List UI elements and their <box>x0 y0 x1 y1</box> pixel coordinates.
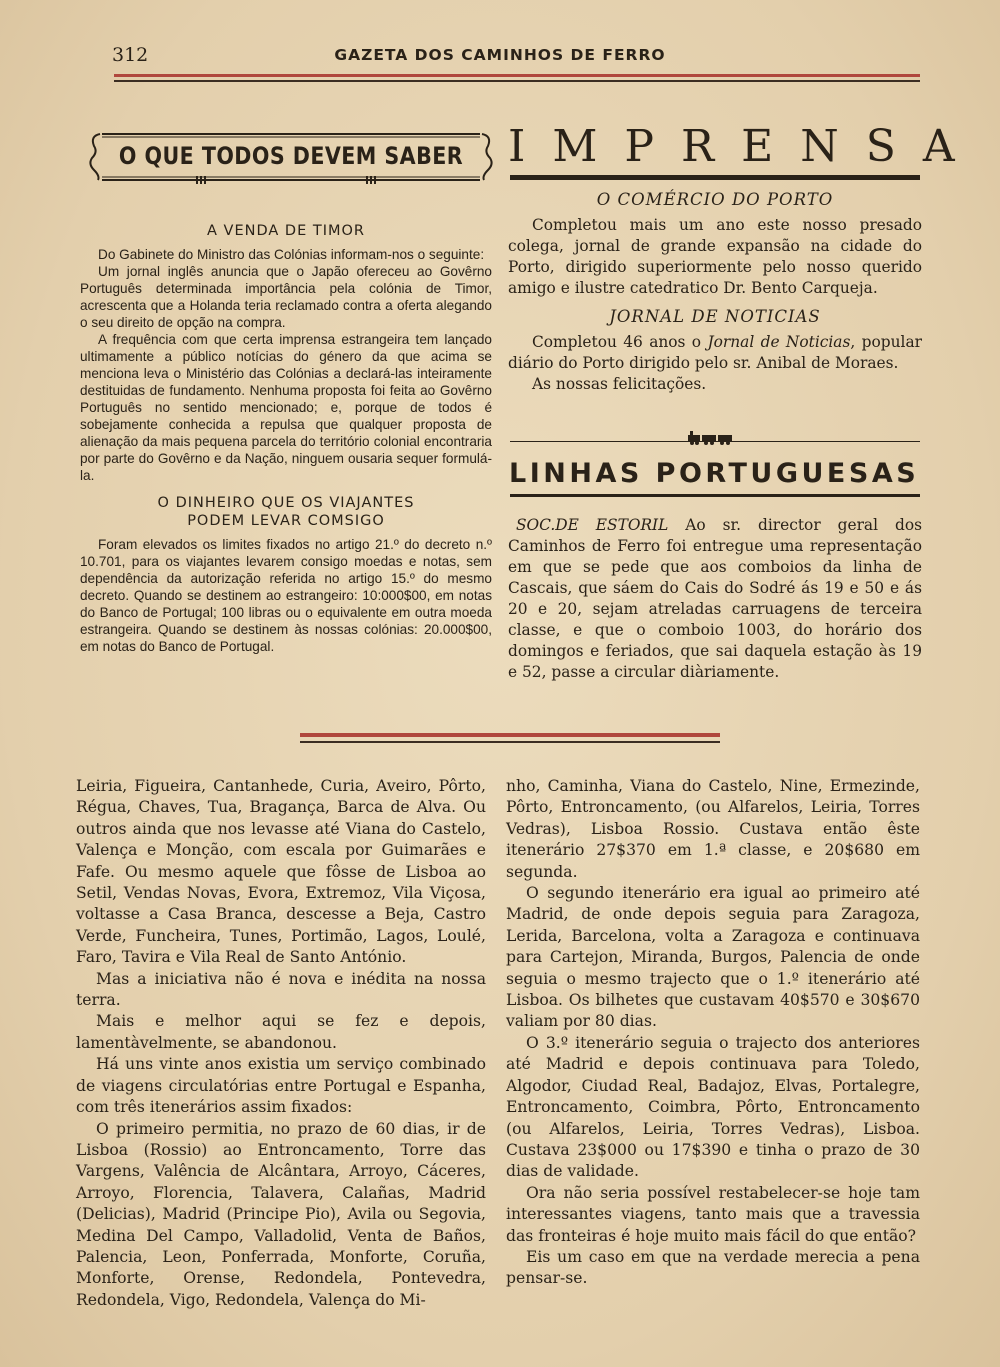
article-paragraph: Mais e melhor aqui se fez e depois, lamentàvelmente, se abandonou. <box>76 1012 486 1052</box>
comercio-paragraph: Completou mais um ano este nosso presado colega, jornal de grande expansão na cidade do Porto, dirigido superiormente pelo nosso querido amigo e ilustre catedratico Dr. Bento Carqueja. <box>508 216 922 297</box>
imprensa-rule <box>510 175 920 180</box>
article-paragraph: Há uns vinte anos existia um serviço combinado de viagens circulatórias entre Portugal e Espanha, com três itenerários assim fixados: <box>76 1055 486 1117</box>
timor-paragraph: Um jornal inglês anuncia que o Japão ofereceu ao Govêrno Português determinada importância pela colónia de Timor, acrescenta que a Holanda teria reclamado contra a oferta alegando o seu direito de opção na compra. <box>80 264 492 330</box>
header-dark-rule <box>114 80 920 82</box>
linhas-title: LINHAS PORTUGUESAS <box>509 458 920 489</box>
article-paragraph: Mas a iniciativa não é nova e inédita na nossa terra. <box>76 969 486 1010</box>
bottom-left-column <box>76 776 486 1311</box>
money-heading-line1: O DINHEIRO QUE OS VIAJANTES <box>157 495 415 511</box>
publication-title: GAZETA DOS CAMINHOS DE FERRO <box>334 46 666 64</box>
linhas-paragraph <box>508 515 922 683</box>
middle-red-rule <box>300 733 720 737</box>
imprensa-column <box>508 190 922 395</box>
jornal-name: Jornal de Noticias <box>707 333 851 351</box>
timor-heading: A VENDA DE TIMOR <box>207 223 365 239</box>
article-paragraph: Eis um caso em que na verdade merecia a pena pensar-se. <box>506 1247 920 1288</box>
imprensa-title: IMPRENSA <box>508 121 982 172</box>
soc-label: SOC.DE ESTORIL <box>516 516 669 534</box>
article-paragraph: O 3.º itenerário seguia o trajecto dos anteriores até Madrid e depois continuava para Toledo, Algodor, Ciudad Real, Badajoz, Elvas, Portalegre, Entroncamento, Coimbra, Pôrto, Entroncamento (ou Alfarelos, Leiria, Torres Vedras), Lisboa. Custava 23$000 ou 17$390 e tinha o prazo de 30 dias de validade. <box>506 1033 920 1181</box>
jornal-article <box>508 332 922 395</box>
jornal-heading: JORNAL DE NOTICIAS <box>609 307 821 326</box>
money-heading-line2: PODEM LEVAR COMSIGO <box>187 513 385 529</box>
timor-article <box>80 246 492 484</box>
left-top-column <box>80 222 492 655</box>
linhas-article <box>508 515 922 683</box>
timor-paragraph: A frequência com que certa imprensa estrangeira tem lançado ultimamente a público notícias do género da que acima se menciona leva o Ministério das Colónias a declará-las inteiramente destituidas de fundamento. Nenhuma proposta foi feita ao Govêrno Português no sentido mencionado; e, porque de todos é sobejamente conhecida a repulsa que qualquer proposta de alienação da mais pequena parcela do território colonial encontraria por parte do Govêrno e da Nação, ninguem ousaria sequer formulá-la. <box>80 332 492 483</box>
jornal-paragraph <box>508 332 922 374</box>
article-paragraph: Leiria, Figueira, Cantanhede, Curia, Aveiro, Pôrto, Régua, Chaves, Tua, Bragança, Barca de Alva. Ou outros ainda que nos levasse até Viana do Castelo, Valença e Monção, com escala por Guimarães e Fafe. Ou mesmo aquele que fôsse de Lisboa ao Setil, Vendas Novas, Evora, Extremoz, Vila Viçosa, voltasse a Casa Branca, descesse a Beja, Castro Verde, Funcheira, Tunes, Portimão, Lagos, Loulé, Faro, Tavira e Vila Real de Santo António. <box>76 777 486 967</box>
section-banner <box>86 122 496 192</box>
linhas-rule <box>510 494 920 497</box>
money-paragraph: Foram elevados os limites fixados no artigo 21.º do decreto n.º 10.701, para os viajantes levarem consigo moedas e notas, sem dependência da autorização referida no artigo 15.º do mesmo decreto. Quando se destinem ao estrangeiro: 10:000$00, em notas do Banco de Portugal; 100 libras ou o equivalente em outra moeda estrangeira. Quando se destinem às nossas colónias: 20.000$00, em notas do Banco de Portugal. <box>80 537 492 654</box>
article-paragraph: O segundo itenerário era igual ao primeiro até Madrid, de onde depois seguia para Zaragoza, Lerida, Barcelona, volta a Zaragoza e continuava para Cartejon, Miranda, Burgos, Palencia de onde seguia o mesmo trajecto que o 1.º itenerário até Lisboa. Os bilhetes que custavam 40$570 e 30$670 valiam por 80 dias. <box>506 884 920 1031</box>
jornal-text-after: , popular diário do Porto dirigido pelo sr. Anibal de Moraes. <box>508 333 922 372</box>
felicitacoes-paragraph: As nossas felicitações. <box>532 375 707 393</box>
page-number: 312 <box>112 44 149 66</box>
linhas-text: Ao sr. director geral dos Caminhos de Ferro foi entregue uma representação em que se pede que aos comboios da linha de Cascais, que sáem do Cais do Sodré ás 19 e 50 e ás 20 e 20, sejam atreladas carruagens de terceira classe, e que o comboio 1003, do horário dos domingos e feriados, que sai daquela estação às 19 e 52, passe a circular diàriamente. <box>508 516 922 681</box>
jornal-text-before: Completou 46 anos o <box>532 333 708 351</box>
comercio-article <box>508 215 922 299</box>
banner-title: O QUE TODOS DEVEM SABER <box>118 142 464 170</box>
money-article <box>80 536 492 655</box>
header-red-rule <box>114 74 920 77</box>
train-icon <box>686 430 734 446</box>
timor-paragraph: Do Gabinete do Ministro das Colónias informam-nos o seguinte: <box>98 247 485 262</box>
article-paragraph: O primeiro permitia, no prazo de 60 dias, ir de Lisboa (Rossio) ao Entroncamento, Torre das Vargens, Valência de Alcântara, Arroyo, Cáceres, Arroyo, Florencia, Talavera, Calañas, Madrid (Delicias), Madrid (Principe Pio), Avila ou Segovia, Medina Del Campo, Valladolid, Venta de Baños, Palencia, Leon, Ponferrada, Monforte, Coruña, Monforte, Orense, Redondela, Pontevedra, Redondela, Vigo, Redondela, Valença do Mi- <box>76 1119 486 1309</box>
article-paragraph: Ora não seria possível restabelecer-se hoje tam interessantes viagens, tanto mais que a travessia das fronteiras é hoje muito mais fácil do que então? <box>506 1183 920 1245</box>
article-paragraph: nho, Caminha, Viana do Castelo, Nine, Ermezinde, Pôrto, Entroncamento, (ou Alfarelos, Leiria, Torres Vedras), Lisboa Rossio. Custava então êste itenerário 27$370 em 1.ª classe, e 20$680 em segunda. <box>506 777 920 881</box>
comercio-heading: O COMÉRCIO DO PORTO <box>596 190 834 209</box>
middle-dark-rule <box>300 741 720 743</box>
bottom-right-column <box>506 776 920 1290</box>
